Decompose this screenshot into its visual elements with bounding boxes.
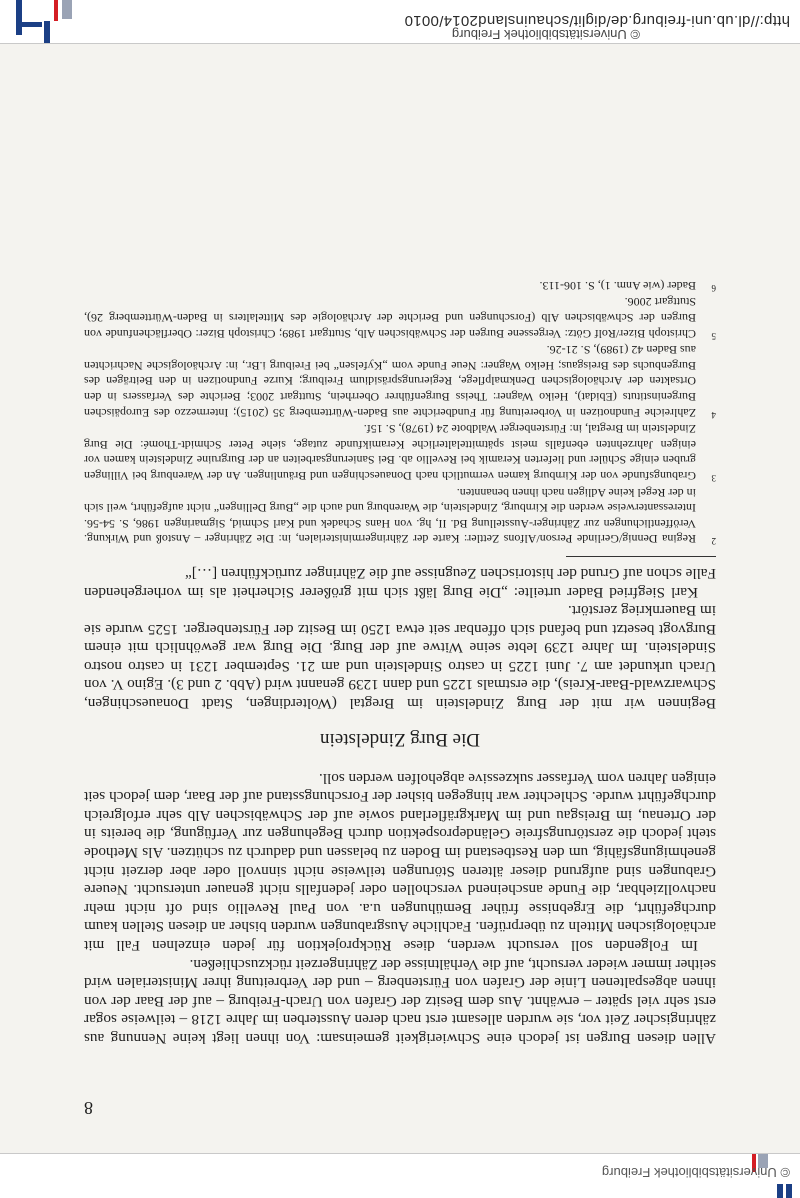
footnote <box>84 342 716 420</box>
footnote <box>84 277 716 293</box>
footnote <box>84 484 716 546</box>
page-number: 8 <box>84 1098 93 1118</box>
paragraph: Im Folgenden soll versucht werden, diese Rückprojektion für jeden einzelnen Fall mit archäologischen Mitteln zu überprüfen. Fachliche Ausgrabungen wurden bisher an diesen Stellen kaum durchgeführt, die Ergebnisse früher Bemühungen u.a. von Paul Revellio sind oft nicht mehr nachvollziehbar, die Funde anscheinend verschollen oder jedenfalls nicht genauer untersucht. Neuere Grabungen sind aufgrund dieser älteren Störungen teilweise nicht sinnvoll oder aber derzeit nicht genehmigungsfähig, um den Restbestand im Boden zu belassen und dadurch zu schützen. Als Methode steht jedoch die zerstörungsfreie Geländeprospektion durch Begehungen zur Verfügung, die bereits in der Ortenau, im Breisgau und im Markgräflerland sowie auf der Schwäbischen Alb sehr erfolgreich durchgeführt wurde. Schlechter war hingegen bisher der Forschungsstand auf der Baar, dem jedoch seit einigen Jahren vom Verfasser sukzessive abgeholfen werden soll. <box>84 769 716 955</box>
footnote-text: Christoph Bizer/Rolf Götz: Vergessene Burgen der Schwäbischen Alb, Stuttgart 1989; Christoph Bizer: Oberflächenfunde von Burgen der Schwäbischen Alb (Forschungen und Berichte der Archäologie des Mittelalters in Baden-Württemberg 26), Stuttgart 2006. <box>84 295 696 341</box>
footnote-text: Bader (wie Anm. 1), S. 106-113. <box>539 278 696 293</box>
footnote-number: 6 <box>711 282 716 293</box>
paragraph: Beginnen wir mit der Burg Zindelstein im Bregtal (Wolterdingen, Stadt Donaueschingen, Schwarzwald-Baar-Kreis), die erstmals 1225 und dann 1239 genannt wird (Abb. 2 und 3). Egino V. von Urach urkundet am 7. Juni 1225 in castro Sindelstein und am 21. September 1231 in castro nostro Sindelstein. Im Jahre 1239 lebte seine Witwe auf der Burg. Die Burg war gewöhnlich mit einem Burgvogt besetzt und befand sich offenbar seit etwa 1250 im Besitz der Fürstenberger. 1525 wurde sie im Bauernkrieg zerstört. <box>84 602 716 713</box>
paragraph: Allen diesen Burgen ist jedoch eine Schwierigkeit gemeinsam: Von ihnen liegt keine Nennung aus zähringischer Zeit vor, sie wurden allesamt erst nach deren Aussterben im Jahre 1218 – teilweise sogar erst sehr viel später – erwähnt. Aus dem Besitz der Grafen von Urach-Freiburg – auf der Baar der von ihnen abgespaltenen Linie der Grafen von Fürstenberg – und der Verbreitung ihrer Ministerialen wird seither immer wieder versucht, auf die Verhältnisse der Zähringerzeit rückzuschließen. <box>84 955 716 1047</box>
page-content <box>84 276 716 1118</box>
footnote <box>84 294 716 341</box>
footnote <box>84 421 716 483</box>
viewer-top-band <box>0 1153 800 1198</box>
footnote-number: 4 <box>711 409 716 420</box>
footnote-text: Regina Dennig/Gerlinde Person/Alfons Zettler: Karte der Zähringerministerialen, in: Die Zähringer – Anstoß und Wirkung. Veröffentlichungen zur Zähringer-Ausstellung Bd. II, hg. von Hans Schadek und Karl Schmid, Sigmaringen 1986, S. 54-56. Interessanterweise werden die Kirnburg, Zindelstein, die Warenburg und auch die „Burg Dellingen“ nicht aufgeführt, weil sich in der Regel keine Adligen nach ihnen benannten. <box>84 485 696 547</box>
footnote-separator <box>566 556 716 557</box>
section-heading: Die Burg Zindelstein <box>319 729 481 751</box>
viewer-bottom-band <box>0 0 800 44</box>
footnote-number: 2 <box>711 536 716 547</box>
footnote-text: Zahlreiche Fundnotizen in Vorbereitung für Fundberichte aus Baden-Württemberg 35 (2015); Intermezzo des Europäischen Burgeninstituts (Ebidat), Heiko Wagner: Theiss Burgenführer Oberrhein, Stuttgart 2003; Berichte des Verfassers in den Ortsakten der Archäologischen Denkmalpflege, Regierungspräsidium Freiburg; Kurze Fundnotizen in den Beiträgen des Burgenbuchs des Breisgaus; Heiko Wagner: Neue Funde vom „Kyfelsen“ bei Freiburg i.Br., in: Archäologische Nachrichten aus Baden 42 (1989), S. 21-26. <box>84 343 696 420</box>
footnote-text: Grabungsfunde von der Kirnburg kamen vermutlich nach Donaueschingen und Bräunlingen. An der Warenburg bei Villingen gruben einige Schüler und lieferten Keramik bei Revellio ab. Bei Sanierungsarbeiten an der Burgruine Zindelstein kamen vor einigen Jahrzehnten ebenfalls meist spätmittelalterliche Keramikfunde zutage, siehe Peter Schmidt-Thomé: Die Burg Zindelstein im Bregtal, in: Fürstenberger Waldbote 24 (1978), S. 15f. <box>84 422 696 483</box>
footnote-number: 3 <box>711 472 716 483</box>
footnote-number: 5 <box>711 330 716 341</box>
library-credit: © Universitätsbibliothek Freiburg <box>601 1165 790 1180</box>
university-logo-icon <box>8 0 74 43</box>
paragraph: Karl Siegfried Bader urteilte: „Die Burg läßt sich mit größerer Sicherheit als im vorhergehenden Falle schon auf Grund der historischen Zeugnisse auf die Zähringer zurückführen […]“ <box>84 564 716 601</box>
source-url-link[interactable]: http://dl.ub.uni-freiburg.de/diglit/schauinsland2014/0010 <box>404 12 790 29</box>
library-credit: © Universitätsbibliothek Freiburg <box>451 27 640 42</box>
